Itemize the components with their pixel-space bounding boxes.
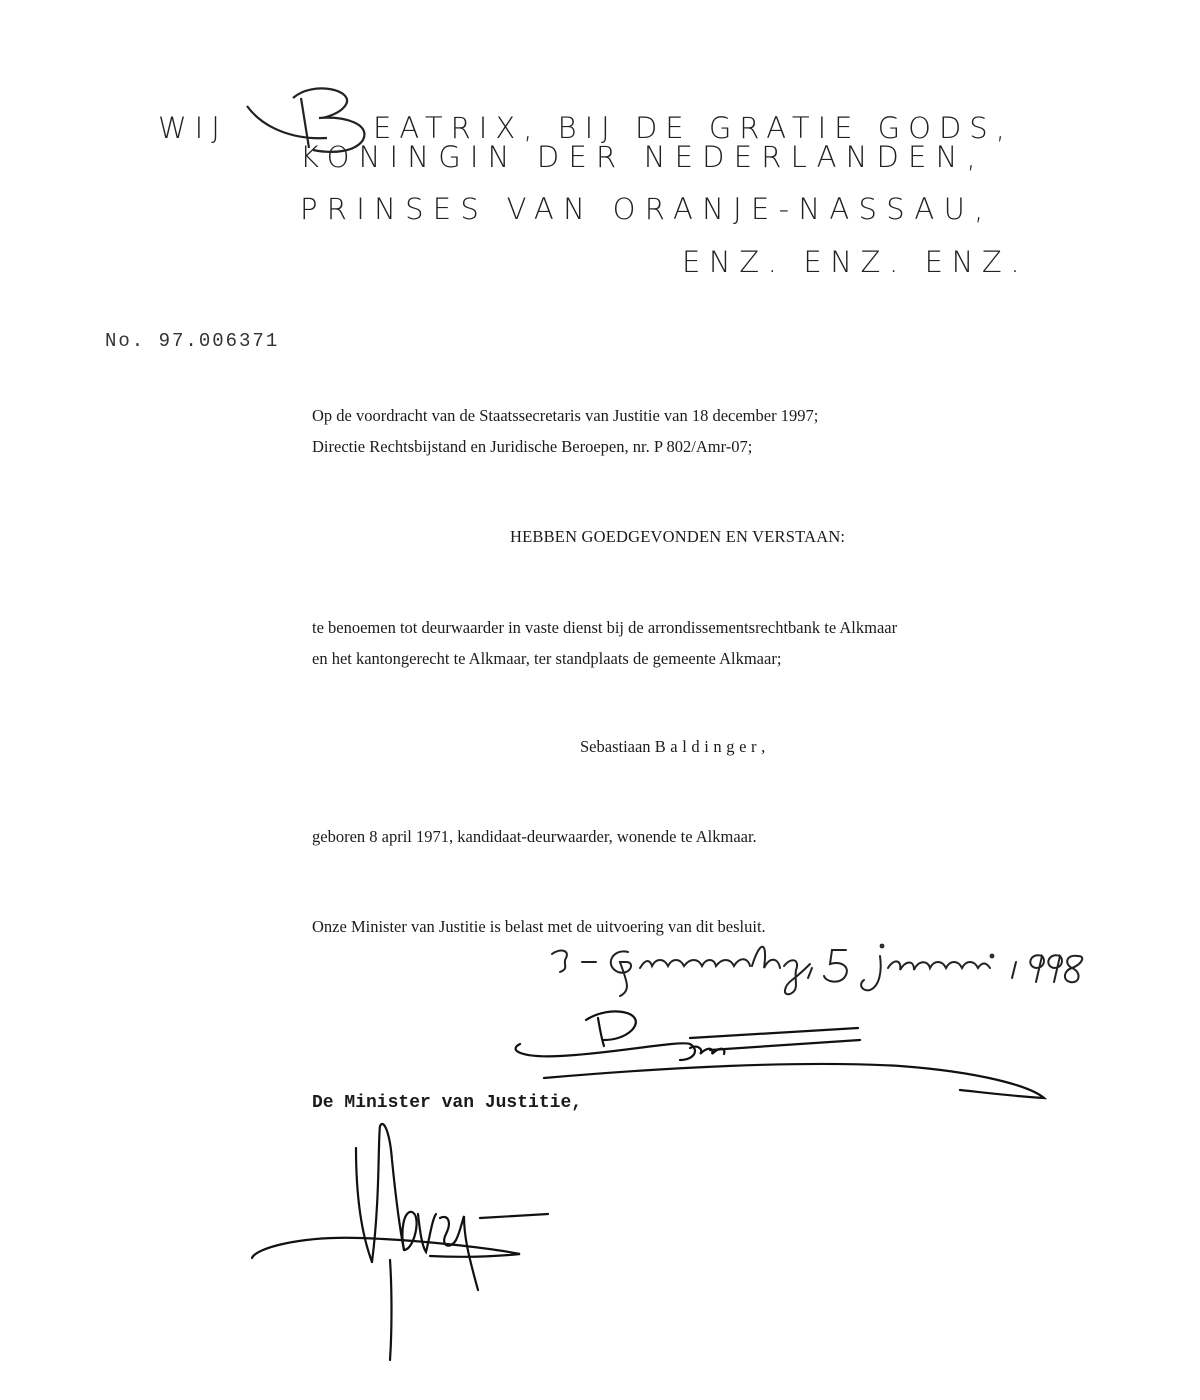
heading-wij: WIJ xyxy=(158,111,228,145)
appointee-details: geboren 8 april 1971, kandidaat-deurwaarder, wonende te Alkmaar. xyxy=(312,827,757,846)
proposal-line-2: Directie Rechtsbijstand en Juridische Beroepen, nr. P 802/Amr-07; xyxy=(312,437,753,456)
decree-statement: HEBBEN GOEDGEVONDEN EN VERSTAAN: xyxy=(510,527,846,546)
appointment-line-1: te benoemen tot deurwaarder in vaste dienst bij de arrondissementsrechtbank te Alkmaar xyxy=(312,618,898,637)
royal-signature xyxy=(516,1011,1044,1098)
document-number: No. 97.006371 xyxy=(105,330,280,352)
heading-line-4: ENZ. ENZ. ENZ. xyxy=(682,245,1029,279)
heading-line-3: PRINSES VAN ORANJE-NASSAU, xyxy=(300,192,993,226)
appointee-first-name: Sebastiaan xyxy=(580,737,651,756)
minister-signature xyxy=(252,1124,548,1360)
appointment-line-2: en het kantongerecht te Alkmaar, ter standplaats de gemeente Alkmaar; xyxy=(312,649,782,668)
minister-label: De Minister van Justitie, xyxy=(312,1093,583,1113)
appointee-last-name: Baldinger xyxy=(654,737,762,756)
appointee-suffix: , xyxy=(761,737,766,756)
proposal-line-1: Op de voordracht van de Staatssecretaris van Justitie van 18 december 1997; xyxy=(312,406,819,425)
handwritten-place-date xyxy=(552,945,1082,996)
execution-clause: Onze Minister van Justitie is belast met de uitvoering van dit besluit. xyxy=(312,917,766,936)
heading-line-2: KONINGIN DER NEDERLANDEN, xyxy=(300,140,985,174)
heading-line-1-rest: EATRIX, BIJ DE GRATIE GODS, xyxy=(373,111,1013,145)
